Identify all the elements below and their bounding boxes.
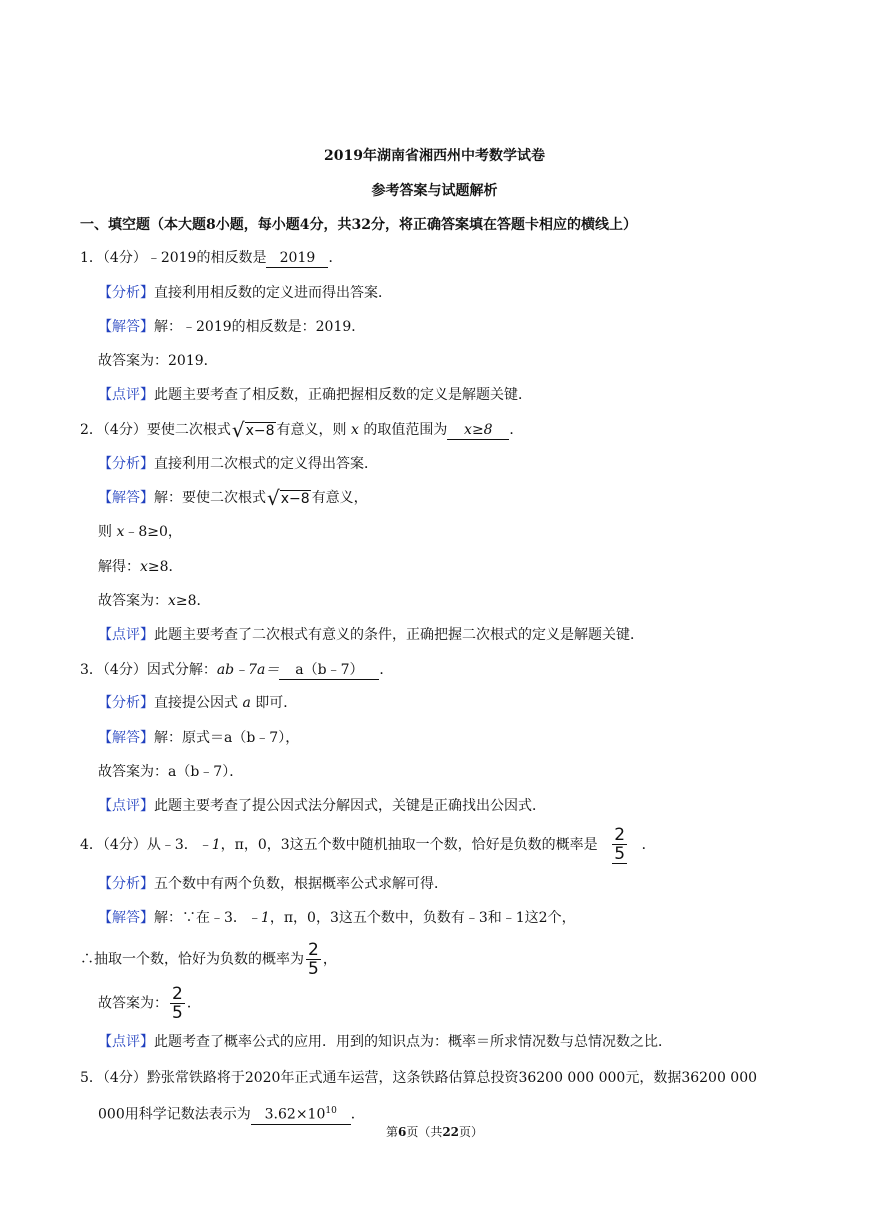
q3-answer: a（b﹣7） [279,661,379,680]
question-3: 3．（4分）因式分解：ab﹣7a＝ a（b﹣7） ． [80,662,394,678]
q2-answer: x≥8 [447,421,509,440]
question-5-cont: 000用科学记数法表示为 $3.62\times 10^{10}$ ． [98,1102,365,1125]
q1-conclusion: 故答案为：2019． [98,353,218,369]
q4-analysis: 【分析】五个数中有两个负数，根据概率公式求解可得． [98,876,448,892]
q2-step-2: 解得：x≥8． [98,559,183,575]
q1-answer: 2019 [266,249,328,268]
analysis-tag: 【分析】 [98,285,154,301]
q5-answer: $3.62\times 10^{10}$ [251,1102,351,1125]
page-number: 6 [397,1125,407,1139]
question-2: 2．（4分）要使二次根式 √ x−8 有意义，则 x 的取值范围为 x≥8 ． [80,418,524,442]
page-footer: 第6页（共22页） [385,1125,484,1139]
q2-solution: 【解答】解：要使二次根式 √ x−8 有意义， [98,486,368,510]
page-title: 2019年湖南省湘西州中考数学试卷 [324,148,545,164]
question-1: 1．（4分）﹣2019的相反数是 2019 ． [80,250,343,266]
q3-solution: 【解答】解：原式＝a（b﹣7）， [98,730,300,746]
question-4: 4．（4分）从﹣3．﹣1，π，0，3这五个数中随机抽取一个数，恰好是负数的概率是 $\frac{2}{5}$ ． [80,825,656,864]
q4-solution: 【解答】解：∵在﹣3．﹣1，π，0，3这五个数中，负数有﹣3和﹣1这2个， [98,910,576,926]
q1-solution: 【解答】解：﹣2019的相反数是：2019． [98,319,366,335]
sqrt-symbol: √ x−8 [267,486,310,510]
q3-comment: 【点评】此题主要考查了提公因式法分解因式，关键是正确找出公因式． [98,798,546,814]
q4-answer: $\frac{2}{5}$ [614,825,626,864]
q4-comment: 【点评】此题考查了概率公式的应用．用到的知识点为：概率＝所求情况数与总情况数之比． [98,1034,672,1050]
comment-tag: 【点评】 [98,387,154,403]
page-subtitle: 参考答案与试题解析 [371,183,498,199]
question-5: 5．（4分）黔张常铁路将于2020年正式通车运营，这条铁路估算总投资36200 000 000元，数据36200 000 [80,1070,758,1086]
q2-conclusion: 故答案为：x≥8． [98,593,211,609]
solution-tag: 【解答】 [98,319,154,335]
page-total: 22 [442,1125,460,1139]
q2-comment: 【点评】此题主要考查了二次根式有意义的条件，正确把握二次根式的定义是解题关键． [98,627,644,643]
q2-step-1: 则 x﹣8≥0， [98,524,182,540]
q3-analysis: 【分析】直接提公因式 a 即可． [98,695,298,711]
q3-conclusion: 故答案为：a（b﹣7）． [98,764,244,780]
q1-comment: 【点评】此题主要考查了相反数，正确把握相反数的定义是解题关键． [98,387,532,403]
sqrt-symbol: √ x−8 [231,418,275,442]
q1-stem: 1．（4分）﹣2019的相反数是 [80,250,267,266]
q4-conclusion: 故答案为： $\frac{2}{5}$ ． [98,984,201,1023]
q4-step-1: ∴抽取一个数，恰好为负数的概率为 $\frac{2}{5}$ ， [80,940,337,979]
section-heading: 一、填空题（本大题8小题，每小题4分，共32分，将正确答案填在答题卡相应的横线上） [80,217,637,233]
q1-analysis: 【分析】直接利用相反数的定义进而得出答案． [98,285,392,301]
q2-analysis: 【分析】直接利用二次根式的定义得出答案． [98,456,378,472]
